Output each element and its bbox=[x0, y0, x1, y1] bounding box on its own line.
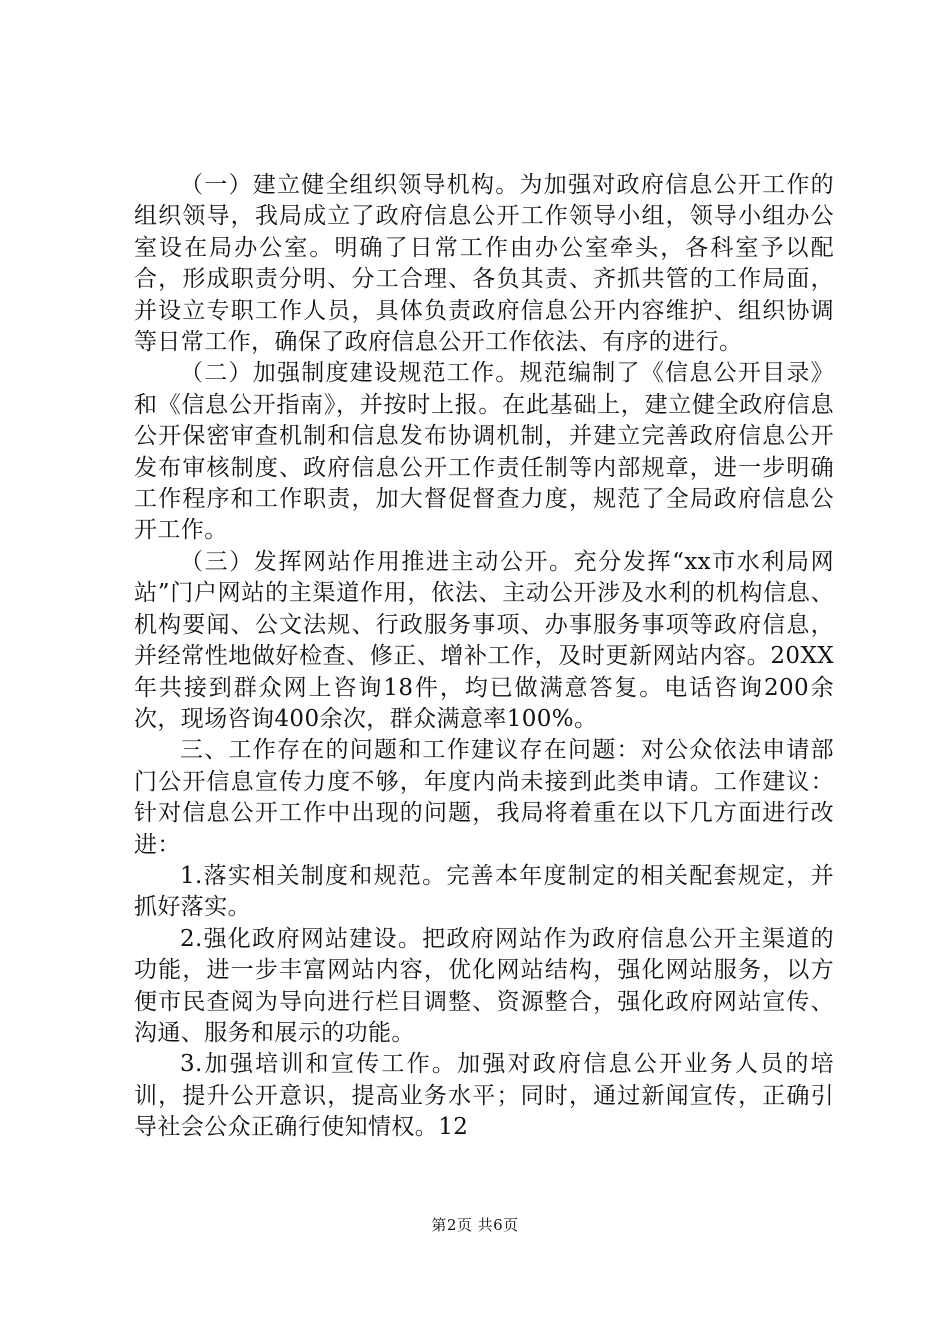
paragraph-system-building: （二）加强制度建设规范工作。规范编制了《信息公开目录》和《信息公开指南》，并按时上报。在此基础上，建立健全政府信息公开保密审查机制和信息发布协调机制，并建立完善政府信息公开发布审核制度、政府信息公开工作责任制等内部规章，进一步明确工作程序和工作职责，加大督促督查力度，规范了全局政府信息公开工作。 bbox=[134, 360, 834, 544]
paragraph-website-role: （三）发挥网站作用推进主动公开。充分发挥“xx市水利局网站”门户网站的主渠道作用，依法、主动公开涉及水利的机构信息、机构要闻、公文法规、行政服务事项、办事服务事项等政府信息，并经常性地做好检查、修正、增补工作，及时更新网站内容。20XX年共接到群众网上咨询18件，均已做满意答复。电话咨询200余次，现场咨询400余次，群众满意率100%。 bbox=[134, 548, 834, 732]
paragraph-item-1: 1.落实相关制度和规范。完善本年度制定的相关配套规定，并抓好落实。 bbox=[134, 862, 834, 921]
page-footer: 第2页 共6页 bbox=[431, 1216, 519, 1234]
paragraph-item-2: 2.强化政府网站建设。把政府网站作为政府信息公开主渠道的功能，进一步丰富网站内容，优化网站结构，强化网站服务，以方便市民查阅为导向进行栏目调整、资源整合，强化政府网站宣传、沟通、服务和展示的功能。 bbox=[134, 925, 834, 1046]
paragraph-org-leadership: （一）建立健全组织领导机构。为加强对政府信息公开工作的组织领导，我局成立了政府信息公开工作领导小组，领导小组办公室设在局办公室。明确了日常工作由办公室牵头，各科室予以配合，形成职责分明、分工合理、各负其责、齐抓共管的工作局面，并设立专职工作人员，具体负责政府信息公开内容维护、组织协调等日常工作，确保了政府信息公开工作依法、有序的进行。 bbox=[134, 172, 834, 356]
paragraph-problems-suggestions: 三、工作存在的问题和工作建议存在问题：对公众依法申请部门公开信息宣传力度不够，年度内尚未接到此类申请。工作建议：针对信息公开工作中出现的问题，我局将着重在以下几方面进行改进： bbox=[134, 737, 834, 858]
paragraph-item-3: 3.加强培训和宣传工作。加强对政府信息公开业务人员的培训，提升公开意识，提高业务水平；同时，通过新闻宣传，正确引导社会公众正确行使知情权。12 bbox=[134, 1051, 834, 1141]
document-body bbox=[134, 170, 834, 1144]
